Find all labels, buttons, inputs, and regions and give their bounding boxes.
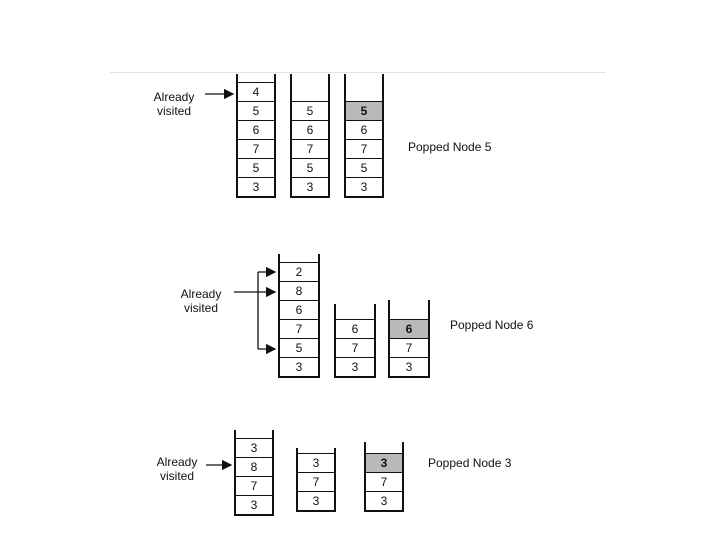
stack-cell: 3: [298, 453, 334, 472]
top-divider: [110, 72, 606, 73]
stack-cell: 3: [366, 491, 402, 512]
stack-cell: 7: [336, 338, 374, 357]
stack-cell: 7: [298, 472, 334, 491]
stack-g3-2: [296, 448, 336, 512]
stack-cell: 3: [346, 177, 382, 198]
popped-node-label-2: Popped Node 6: [450, 318, 534, 332]
stack-cell: 7: [346, 139, 382, 158]
already-visited-line-2b: visited: [183, 301, 218, 315]
stack-cell: 5: [280, 338, 318, 357]
stack-cell: 7: [390, 338, 428, 357]
already-visited-line-2a: Already: [180, 287, 222, 301]
stack-g2-1: [278, 254, 320, 378]
stack-cell: 3: [336, 357, 374, 378]
stack-g3-1: [234, 430, 274, 516]
stack-cell: 7: [292, 139, 328, 158]
stack-cell: 8: [236, 457, 272, 476]
stack-cell: 3: [236, 495, 272, 516]
popped-cell: 3: [366, 453, 402, 472]
stack-cell: 4: [238, 82, 274, 101]
stack-cell: 5: [346, 158, 382, 177]
stack-cell: 7: [236, 476, 272, 495]
stack-cell: 7: [280, 319, 318, 338]
stack-cell: 5: [292, 101, 328, 120]
popped-cell: 5: [346, 101, 382, 120]
stack-cell: 6: [292, 120, 328, 139]
stack-cell: 8: [280, 281, 318, 300]
stack-cell: 5: [238, 101, 274, 120]
stack-cell: 3: [238, 177, 274, 198]
stack-cell: 3: [236, 438, 272, 457]
stack-cell: 3: [292, 177, 328, 198]
already-visited-line-1b: visited: [156, 104, 191, 118]
stack-cell: 3: [298, 491, 334, 512]
already-visited-label-2: [170, 287, 232, 315]
stack-g1-1: [236, 74, 276, 198]
stack-g2-3: [388, 300, 430, 378]
stack-cell: 6: [346, 120, 382, 139]
already-visited-label-1: [146, 90, 202, 118]
stack-cell: 6: [280, 300, 318, 319]
stack-cell: 7: [366, 472, 402, 491]
stack-cell: 3: [280, 357, 318, 378]
popped-node-label-3: Popped Node 3: [428, 456, 512, 470]
already-visited-line-1a: Already: [153, 90, 195, 104]
already-visited-line-3a: Already: [156, 455, 198, 469]
already-visited-line-3b: visited: [159, 469, 194, 483]
stack-g2-2: [334, 304, 376, 378]
popped-cell: 6: [390, 319, 428, 338]
already-visited-label-3: [146, 455, 208, 483]
stack-cell: 7: [238, 139, 274, 158]
popped-node-label-1: Popped Node 5: [408, 140, 492, 154]
stack-cell: 3: [390, 357, 428, 378]
stack-cell: 5: [292, 158, 328, 177]
stack-g1-3: [344, 74, 384, 198]
stack-cell: 6: [336, 319, 374, 338]
stack-g1-2: [290, 74, 330, 198]
stack-g3-3: [364, 442, 404, 512]
stack-cell: 6: [238, 120, 274, 139]
stack-cell: 5: [238, 158, 274, 177]
stack-cell: 2: [280, 262, 318, 281]
